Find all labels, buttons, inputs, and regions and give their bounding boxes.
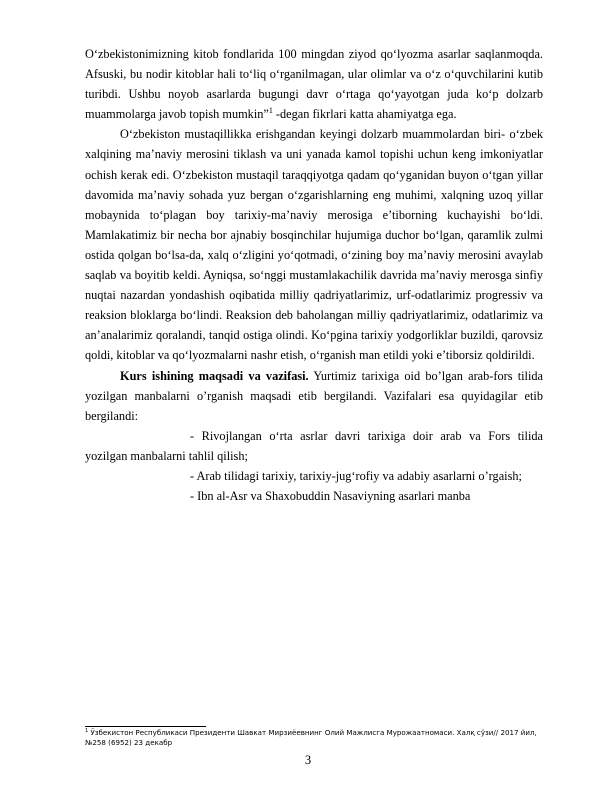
footnote-reference[interactable]: 1 [268,106,273,116]
footnote-text: Ўзбекистон Республикаси Президенти Шавкат Мирзиёевнинг Олий Мажлисга Мурожаатномаси. Халқ сўзи// 2017 йил, №258 (6952) 23 декабр [85,728,537,747]
footnote [85,728,545,748]
paragraph-quote-ending: O‘zbekistonimizning kitob fondlarida 100 mingdan ziyod qo‘lyozma asarlar saqlanmoqda. Afsuski, bu nodir kitoblar hali to‘liq o‘rganilmagan, ular olimlar va o‘z o‘quvchilarini kutib turibdi. Ushbu noyob asarlarda bugungi davr o‘rtaga qo‘yayotgan juda ko‘p dolzarb muammolarga javob topish mumkin”$^1$ -degan fikrlari katta ahamiyatga ega. [85,47,543,122]
list-item: - Rivojlangan o‘rta asrlar davri tarixiga doir arab va Fors tilida yozilgan manbalarni tahlil qilish; [85,428,543,463]
list-item: - Arab tilidagi tarixiy, tarixiy-jug‘rofiy va adabiy asarlarni o’rgaish; [190,468,522,483]
paragraph-aims: Kurs ishining maqsadi va vazifasi. Yurtimiz tarixiga oid bo’lgan arab-fors tilida yozilgan manbalarni o’rganish maqsadi etib bergilandi. Vazifalari esa quyidagilar etib bergilandi: [85,368,543,423]
paragraph-heritage: O‘zbekiston mustaqillikka erishgandan keyingi dolzarb muammolardan biri- o‘zbek xalqining ma’naviy merosini tiklash va uni yanada kamol topishi uchun keng imkoniyatlar ochish kerak edi. O‘zbekiston mustaqil taraqqiyotga qadam qo‘yganidan buyon o‘tgan yillar davomida ma’naviy sohada yuz bergan o‘zgarishlarning eng muhimi, xalqning uzoq yillar mobaynida to‘plagan boy tarixiy-ma’naviy merosiga e’tiborning kuchayishi bo‘ldi. Mamlakatimiz bir necha bor ajnabiy bosqinchilar hujumiga duchor bo‘lgan, qaramlik zulmi ostida qolgan bo‘lsa-da, xalq o‘zligini yo‘qotmadi, o‘zining boy ma’naviy merosini avaylab saqlab va boyitib keldi. Ayniqsa, so‘nggi mustamlakachilik davrida ma’naviy merosga sinfiy nuqtai nazardan yondashish oqibatida milliy qadriyatlarimiz, urf-odatlarimiz progressiv va reaksion bloklarga bo‘lindi. Reaksion deb baholangan milliy qadriyatlarimiz, odatlarimiz va an’analarimiz qoralandi, tanqid ostiga olindi. Ko‘pgina tarixiy yodgorliklar buzildi, qarovsiz qoldi, kitoblar va qo‘lyozmalarni nashr etish, o‘rganish man etildi yoki e’tiborsiz qoldirildi. [85,127,543,363]
footnote-number: 1 [85,728,89,734]
body-text [85,44,543,506]
footnote-divider [85,726,206,727]
list-item: - Ibn al-Asr va Shaxobuddin Nasaviyning asarlari manba [190,489,471,504]
page-number: 3 [304,753,312,767]
aims-heading: Kurs ishining maqsadi va vazifasi. [120,368,309,383]
